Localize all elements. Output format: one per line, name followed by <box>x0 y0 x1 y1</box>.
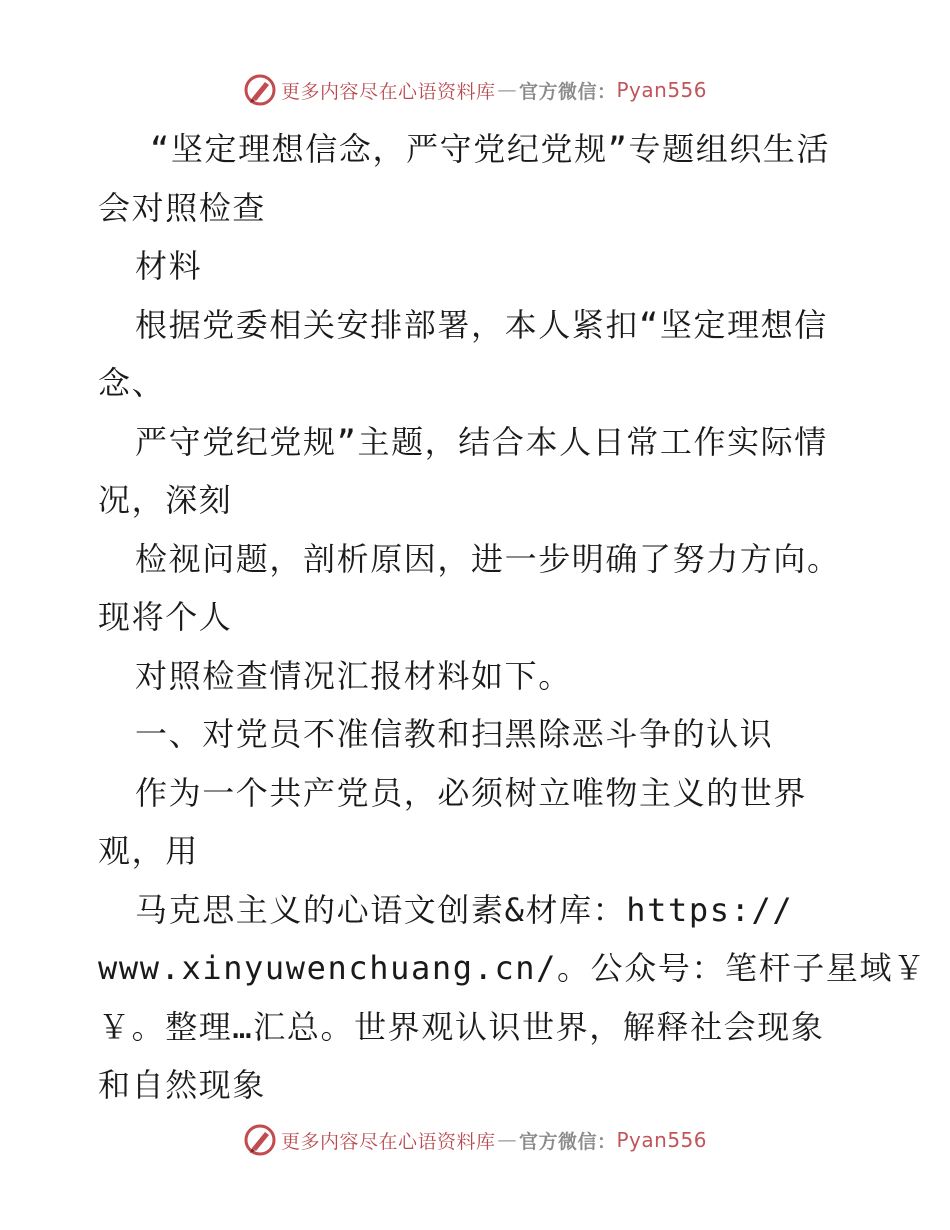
pen-logo-icon <box>243 73 277 107</box>
banner-separator: — <box>497 79 517 101</box>
doc-text-line: 念、 <box>98 364 166 402</box>
doc-text-line: 现将个人 <box>98 598 233 636</box>
banner-official-label: 官方微信： <box>518 80 617 103</box>
doc-text-line: 作为一个共产党员，必须树立唯物主义的世界 <box>135 773 808 812</box>
doc-text-line: 马克思主义的心语文创素&材库：https:// <box>135 890 794 929</box>
doc-text-line: 严守党纪党规”主题，结合本人日常工作实际情 <box>135 422 828 461</box>
doc-text-line: 对照检查情况汇报材料如下。 <box>135 656 572 695</box>
doc-title-line-2: 会对照检查 <box>98 188 267 227</box>
doc-text-line: 和自然现象 <box>98 1066 267 1104</box>
footer-watermark-banner <box>0 1118 950 1162</box>
doc-title-line-1: “坚定理想信念，严守党纪党规”专题组织生活 <box>150 130 831 168</box>
banner-brand-text: 更多内容尽在心语资料库 <box>280 1130 496 1153</box>
doc-section-heading: 一、对党员不准信教和扫黑除恶斗争的认识 <box>135 715 774 753</box>
banner-brand-text: 更多内容尽在心语资料库 <box>280 80 496 103</box>
doc-text-line: ￥。整理…汇总。世界观认识世界，解释社会现象 <box>98 1007 825 1046</box>
banner-wechat-handle: Pyan556 <box>616 1128 708 1152</box>
doc-text-line: 根据党委相关安排部署，本人紧扣“坚定理想信 <box>135 305 828 344</box>
doc-text-line: 况，深刻 <box>98 481 233 519</box>
doc-text-line: www.xinyuwenchuang.cn/。公众号：笔杆子星域￥ <box>98 949 927 987</box>
pen-logo-icon <box>243 1123 277 1157</box>
banner-wechat-handle: Pyan556 <box>616 78 708 102</box>
banner-separator: — <box>497 1129 517 1151</box>
doc-text-line: 检视问题，剖析原因，进一步明确了努力方向。 <box>135 539 841 578</box>
banner-official-label: 官方微信： <box>518 1130 617 1153</box>
doc-title-line-3: 材料 <box>135 247 203 285</box>
doc-text-line: 观，用 <box>98 832 199 870</box>
header-watermark-banner <box>0 68 950 112</box>
document-body <box>98 120 927 1115</box>
